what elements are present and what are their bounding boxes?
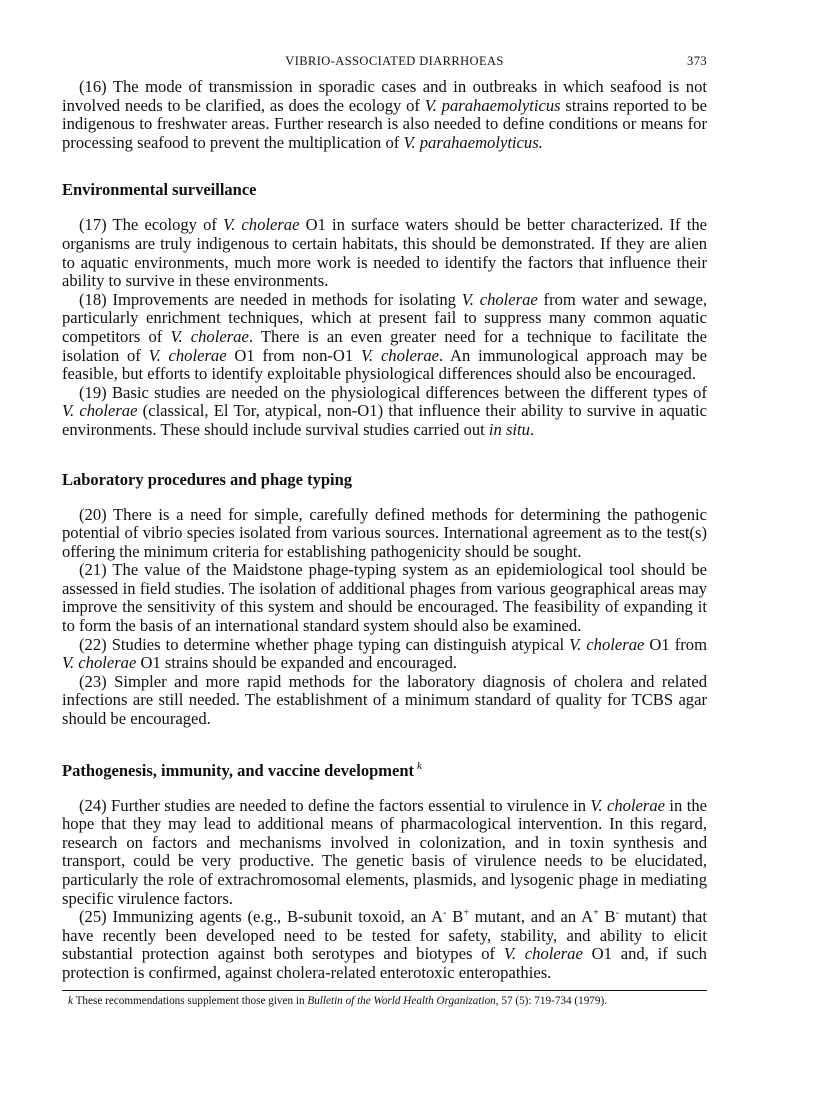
running-header <box>62 52 707 70</box>
paragraph: (23) Simpler and more rapid methods for the laboratory diagnosis of cholera and related infections are still needed. The establishment of a minimum standard of quality for TCBS agar should be encouraged. <box>62 671 707 729</box>
section-heading-text: Laboratory procedures and phage typing <box>62 469 353 489</box>
paragraph: (19) Basic studies are needed on the physiological differences between the different types of V. cholerae (classical, El Tor, atypical, non-O1) that influence their ability to survive in aquatic environments. These should include survival studies carried out in situ. <box>62 382 707 439</box>
footnote-mark: k <box>68 994 73 1007</box>
paragraph: (20) There is a need for simple, carefully defined methods for determining the pathogenic potential of vibrio species isolated from various sources. International agreement as to the test(s) offering the minimum criteria for establishing pathogenicity should be sought. <box>62 504 707 561</box>
section <box>62 470 707 729</box>
section-heading <box>62 761 707 781</box>
body-content <box>62 78 707 983</box>
footnote <box>62 994 707 1008</box>
footnote-journal: Bulletin of the World Health Organization, <box>307 994 499 1007</box>
section <box>62 180 707 439</box>
section-heading-text: Pathogenesis, immunity, and vaccine development <box>62 760 415 780</box>
footnote-rule <box>62 990 707 991</box>
paragraph: (24) Further studies are needed to define the factors essential to virulence in V. cholerae in the hope that they may lead to additional means of pharmacological intervention. In this regard, research on factors and mechanisms involved in colonization, and in toxin synthesis and transport, could be very productive. The genetic basis of virulence needs to be elucidated, particularly the role of extrachromosomal elements, plasmids, and lysogenic phage in mediating specific virulence factors. <box>62 795 707 908</box>
paragraph: (21) The value of the Maidstone phage-typing system as an epidemiological tool should be assessed in field studies. The isolation of additional phages from various geographical areas may improve the sensitivity of this system and should be encouraged. The feasibility of expanding it to form the basis of an international standard system should also be examined. <box>62 560 707 636</box>
footnote-text-before: These recommendations supplement those given in <box>75 994 308 1007</box>
running-title: VIBRIO-ASSOCIATED DIARRHOEAS <box>285 54 504 68</box>
paragraph: (16) The mode of transmission in sporadic cases and in outbreaks in which seafood is not involved needs to be clarified, as does the ecology of V. parahaemolyticus strains reported to be indigenous to freshwater areas. Further research is also needed to define conditions or means for processing seafood to prevent the multiplication of V. parahaemolyticus. <box>62 77 707 152</box>
section <box>62 761 707 983</box>
footnote-reference: k <box>417 760 422 773</box>
page <box>62 52 707 1008</box>
section <box>62 78 707 152</box>
section-heading <box>62 470 707 490</box>
paragraph: (17) The ecology of V. cholerae O1 in surface waters should be better characterized. If the organisms are truly indigenous to certain habitats, this should be demonstrated. If they are alien to aquatic environments, much more work is needed to identify the factors that influence their ability to survive in these environments. <box>62 215 707 291</box>
section-heading <box>62 180 707 200</box>
page-number: 373 <box>687 54 707 68</box>
section-heading-text: Environmental surveillance <box>62 180 257 200</box>
paragraph: (22) Studies to determine whether phage typing can distinguish atypical V. cholerae O1 from V. cholerae O1 strains should be expanded and encouraged. <box>62 634 707 673</box>
paragraph: (18) Improvements are needed in methods for isolating V. cholerae from water and sewage, particularly enrichment techniques, which at present fail to suppress many common aquatic competitors of V. cholerae. There is an even greater need for a technique to facilitate the isolation of V. cholerae O1 from non-O1 V. cholerae. An immunological approach may be feasible, but efforts to identify exploitable physiological differences should also be encouraged. <box>62 289 708 384</box>
paragraph: (25) Immunizing agents (e.g., B-subunit toxoid, an A- B+ mutant, and an A+ B- mutant) that have recently been developed need to be tested for safety, stability, and ability to elicit substantial protection against both serotypes and biotypes of V. cholerae O1 and, if such protection is confirmed, against cholera-related enterotoxic enteropathies. <box>62 907 708 982</box>
footnote-text-after: 57 (5): 719-734 (1979). <box>498 994 608 1007</box>
